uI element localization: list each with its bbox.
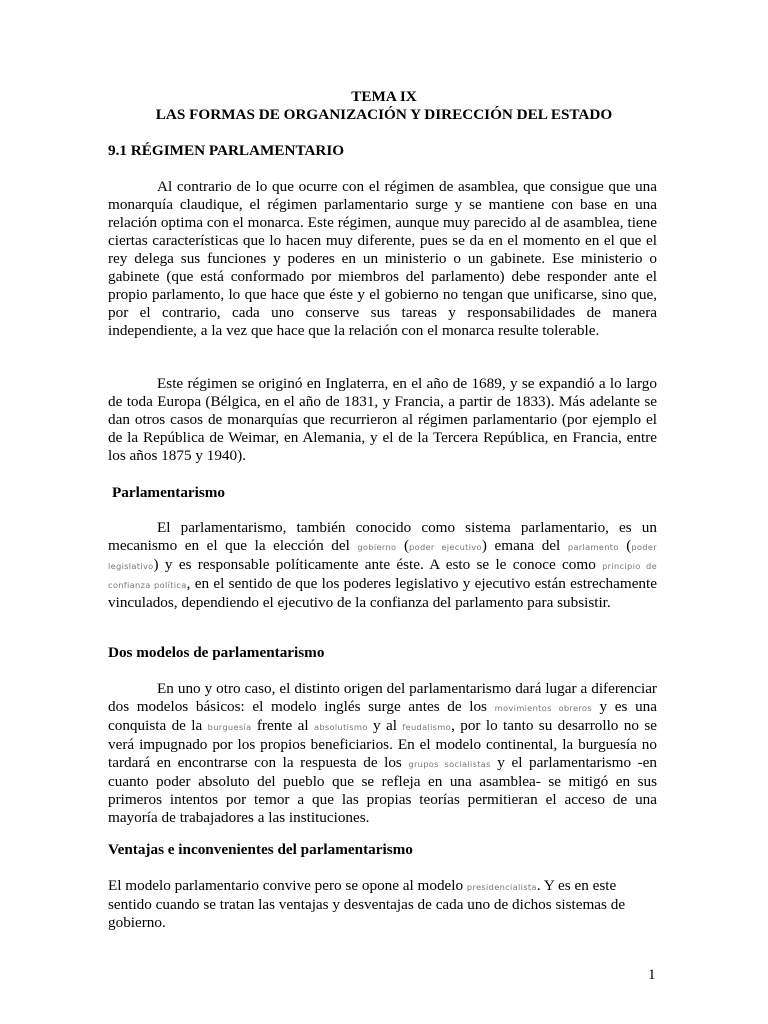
text-run: ( [618,537,632,554]
text-run: y al [367,717,403,734]
link-movimientos-obreros[interactable]: movimientos obreros [494,703,592,713]
link-burguesia[interactable]: burguesía [207,722,252,732]
link-parlamento[interactable]: parlamento [567,542,619,552]
section-heading: 9.1 RÉGIMEN PARLAMENTARIO [108,142,345,159]
text-run: y es una conquista de la [108,698,657,734]
link-feudalismo[interactable]: feudalismo [402,722,452,732]
text-run: , en el sentido de que los poderes legislativo y ejecutivo están estrechamente vinculados, dependiendo el ejecutivo de la confianza del parlamento para subsistir. [108,575,657,611]
heading-ventajas: Ventajas e inconvenientes del parlamentarismo [108,841,413,858]
link-principio-confianza-politica[interactable]: principio de confianza política [108,561,657,590]
title-line-2: LAS FORMAS DE ORGANIZACIÓN Y DIRECCIÓN DEL ESTADO [155,106,613,123]
title-line-1: TEMA IX [351,88,417,105]
text-run: En uno y otro caso, el distinto origen del parlamentarismo dará lugar a diferenciar dos modelos básicos: el modelo inglés surge antes de los [108,680,657,715]
paragraph-2: Este régimen se originó en Inglaterra, en el año de 1689, y se expandió a lo largo de toda Europa (Bélgica, en el año de 1831, y Francia, a partir de 1833). Más adelante se dan otros casos de monarquías que recurrieron al régimen parlamentario (por ejemplo el de la República de Weimar, en Alemania, y el de la Tercera República, en Francia, entre los años 1875 y 1940). [108,375,657,464]
heading-parlamentarismo: Parlamentarismo [112,484,226,501]
paragraph-4 [108,680,657,827]
link-gobierno[interactable]: gobierno [357,542,397,552]
paragraph-1: Al contrario de lo que ocurre con el régimen de asamblea, que consigue que una monarquía claudique, el régimen parlamentario surge y se mantiene con base en una relación optima con el monarca. Este régimen, aunque muy parecido al de asamblea, tiene ciertas características que lo hacen muy diferente, pues se da en el momento en el que el rey delega sus funciones y poderes en un ministerio o un gabinete. Ese ministerio o gabinete (que está conformado por miembros del parlamento) debe responder ante el propio parlamento, lo que hace que éste y el gobierno no tengan que unificarse, sino que, por el contrario, cada uno conserve sus tareas y responsabilidades de manera independiente, a la vez que hace que la relación con el monarca resulte tolerable. [108,178,657,339]
text-run: , por lo tanto su desarrollo no se verá impugnado por los propios beneficiarios. En el modelo continental, la burguesía no tardará en encontrarse con la respuesta de los [108,717,657,771]
link-absolutismo[interactable]: absolutismo [313,722,368,732]
link-presidencialista[interactable]: presidencialista [466,882,537,892]
link-poder-legislativo[interactable]: poder legislativo [108,542,657,571]
paragraph-3 [108,519,657,612]
text-run: El modelo parlamentario convive pero se opone al modelo [108,877,467,894]
link-poder-ejecutivo[interactable]: poder ejecutivo [409,542,482,552]
text-run: El parlamentarismo, también conocido como sistema parlamentario, es un mecanismo en el que la elección del [108,519,657,554]
heading-dos-modelos: Dos modelos de parlamentarismo [108,644,325,661]
link-grupos-socialistas[interactable]: grupos socialistas [408,759,491,769]
text-run: ) y es responsable políticamente ante éste. A esto se le conoce como [153,556,603,573]
text-run: ( [396,537,409,554]
paragraph-5 [108,877,657,932]
text-run: y el parlamentarismo -en cuanto poder absoluto del pueblo que se refleja en una asamblea- se mitigó en sus primeros intentos por temor a que las propias teorías permitieran el acceso de una mayoría de trabajadores a las instituciones. [108,754,657,826]
text-run: frente al [251,717,314,734]
text-run: ) emana del [481,537,568,554]
page-number: 1 [648,967,656,983]
text-run: . Y es en este sentido cuando se tratan las ventajas y desventajas de cada uno de dichos sistemas de gobierno. [108,877,626,931]
